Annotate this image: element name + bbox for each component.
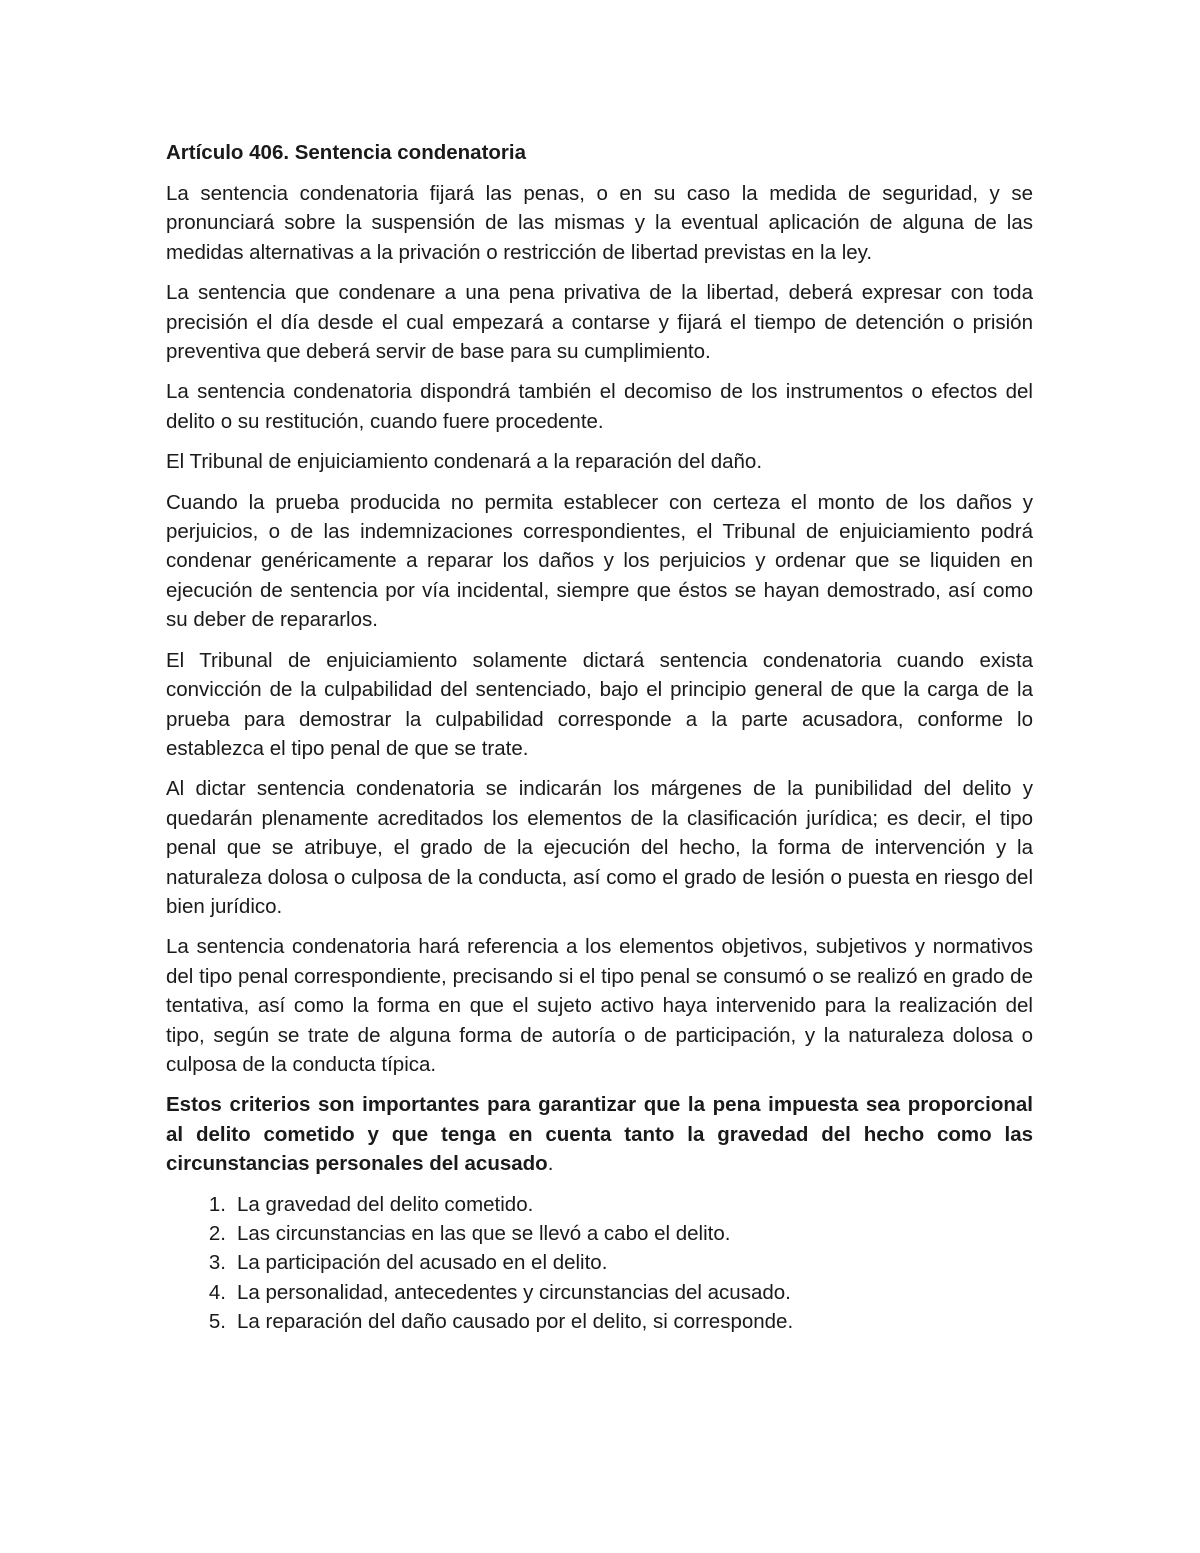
list-item-number: 1.	[208, 1192, 226, 1216]
document-page	[166, 138, 1033, 1337]
list-item	[166, 1248, 1033, 1277]
list-item-text: La reparación del daño causado por el delito, si corresponde.	[237, 1310, 794, 1334]
paragraph: La sentencia que condenare a una pena privativa de la libertad, deberá expresar con toda precisión el día desde el cual empezará a contarse y fijará el tiempo de detención o prisión preventiva que deberá servir de base para su cumplimiento.	[166, 281, 1033, 364]
list-item	[166, 1307, 1033, 1336]
list-item	[166, 1219, 1033, 1248]
paragraph: El Tribunal de enjuiciamiento solamente dictará sentencia condenatoria cuando exista convicción de la culpabilidad del sentenciado, bajo el principio general de que la carga de la prueba para demostrar la culpabilidad corresponde a la parte acusadora, conforme lo establezca el tipo penal de que se trate.	[166, 648, 1033, 760]
paragraph: Cuando la prueba producida no permita establecer con certeza el monto de los daños y perjuicios, o de las indemnizaciones correspondientes, el Tribunal de enjuiciamiento podrá condenar genéricamente a reparar los daños y los perjuicios y ordenar que se liquiden en ejecución de sentencia por vía incidental, siempre que éstos se hayan demostrado, así como su deber de repararlos.	[166, 490, 1033, 632]
criteria-list	[166, 1190, 1033, 1337]
list-item-number: 4.	[208, 1280, 226, 1304]
list-item-text: La gravedad del delito cometido.	[237, 1192, 534, 1216]
paragraph: La sentencia condenatoria fijará las penas, o en su caso la medida de seguridad, y se pronunciará sobre la suspensión de las mismas y la eventual aplicación de alguna de las medidas alternativas a la privación o restricción de libertad previstas en la ley.	[166, 182, 1033, 264]
paragraph: Al dictar sentencia condenatoria se indicarán los márgenes de la punibilidad del delito y quedarán plenamente acreditados los elementos de la clasificación jurídica; es decir, el tipo penal que se atribuye, el grado de la ejecución del hecho, la forma de intervención y la naturaleza dolosa o culposa de la conducta, así como el grado de lesión o puesta en riesgo del bien jurídico.	[166, 777, 1033, 918]
article-heading: Artículo 406. Sentencia condenatoria	[166, 141, 526, 164]
list-item	[166, 1190, 1033, 1219]
bold-summary-tail: .	[547, 1152, 554, 1176]
list-item-text: La participación del acusado en el delito.	[237, 1251, 608, 1275]
list-item	[166, 1278, 1033, 1307]
list-item-number: 2.	[208, 1222, 226, 1245]
list-item-text: Las circunstancias en las que se llevó a cabo el delito.	[237, 1222, 731, 1245]
list-item-number: 5.	[208, 1310, 226, 1334]
paragraph: El Tribunal de enjuiciamiento condenará a la reparación del daño.	[166, 450, 763, 474]
bold-summary-text: Estos criterios son importantes para garantizar que la pena impuesta sea proporcional al delito cometido y que tenga en cuenta tanto la gravedad del hecho como las circunstancias personales del acusado	[166, 1093, 1033, 1176]
list-item-text: La personalidad, antecedentes y circunstancias del acusado.	[237, 1280, 791, 1304]
list-item-number: 3.	[208, 1251, 226, 1275]
bold-summary-paragraph	[166, 1090, 1033, 1178]
paragraph: La sentencia condenatoria dispondrá también el decomiso de los instrumentos o efectos del delito o su restitución, cuando fuere procedente.	[166, 380, 1033, 433]
paragraph: La sentencia condenatoria hará referencia a los elementos objetivos, subjetivos y normativos del tipo penal correspondiente, precisando si el tipo penal se consumó o se realizó en grado de tentativa, así como la forma en que el sujeto activo haya intervenido para la realización del tipo, según se trate de alguna forma de autoría o de participación, y la naturaleza dolosa o culposa de la conducta típica.	[166, 935, 1033, 1076]
